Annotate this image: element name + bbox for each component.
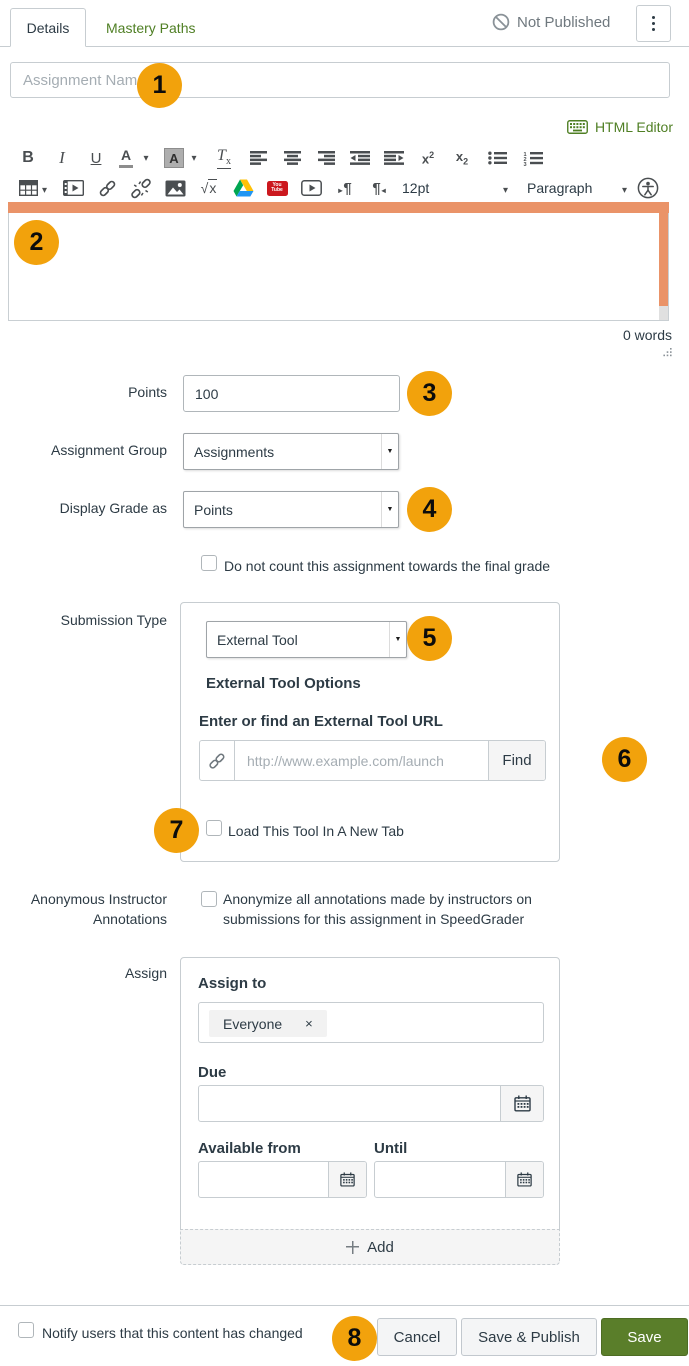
font-size-value: 12pt [402, 180, 430, 196]
indent-icon [384, 151, 404, 165]
assignment-group-label: Assignment Group [51, 442, 167, 458]
assignment-group-value: Assignments [194, 443, 275, 460]
assignment-group-select[interactable] [183, 433, 399, 470]
remove-token-button[interactable]: × [305, 1016, 313, 1031]
submission-type-select[interactable] [206, 621, 407, 658]
clear-formatting-button[interactable]: $T_x$ [207, 145, 241, 171]
external-tool-url-label: Enter or find an External Tool URL [199, 713, 443, 730]
editor-toolbar-row-1 [11, 144, 551, 172]
italic-button[interactable]: I [45, 145, 79, 171]
save-and-publish-button[interactable]: Save & Publish [461, 1318, 597, 1356]
kebab-dot [652, 16, 655, 19]
anonymous-annotations-text: Anonymize all annotations made by instructors on submissions for this assignment in SpeedGrader [223, 891, 532, 927]
dropdown-arrow-icon [381, 492, 398, 527]
callout-badge-3: 3 [407, 371, 452, 416]
media-button[interactable] [294, 175, 328, 201]
due-calendar-button[interactable] [500, 1086, 543, 1121]
editor-toolbar-row-2 [10, 174, 661, 202]
align-left-button[interactable] [241, 145, 275, 171]
html-editor-link[interactable] [567, 119, 673, 135]
calendar-icon [340, 1172, 355, 1187]
youtube-button[interactable] [260, 175, 294, 201]
accessibility-checker-button[interactable] [635, 175, 661, 201]
kebab-dot [652, 22, 655, 25]
everyone-token [209, 1010, 327, 1037]
save-button[interactable]: Save [601, 1318, 688, 1356]
text-color-button[interactable]: A [113, 145, 139, 171]
callout-badge-1: 1 [137, 63, 182, 108]
align-center-button[interactable] [275, 145, 309, 171]
editor-scrollbar-thumb[interactable] [659, 213, 668, 306]
due-heading: Due [198, 1064, 227, 1081]
editor-scrollbar[interactable] [659, 213, 668, 320]
kebab-dot [652, 28, 655, 31]
plus-icon [346, 1241, 359, 1254]
omit-final-grade-label: Do not count this assignment towards the final grade [224, 558, 551, 574]
cancel-button[interactable]: Cancel [377, 1318, 457, 1356]
available-from-calendar-button[interactable] [328, 1162, 366, 1197]
video-icon [63, 180, 84, 196]
editor-resize-handle[interactable] [660, 345, 673, 363]
assign-label: Assign [124, 965, 167, 981]
bold-button[interactable]: B [11, 145, 45, 171]
table-button[interactable] [10, 175, 56, 201]
submission-type-label: Submission Type [60, 612, 167, 628]
callout-badge-4: 4 [407, 487, 452, 532]
image-icon [165, 180, 186, 197]
calendar-icon [517, 1172, 532, 1187]
html-editor-label: HTML Editor [594, 119, 673, 135]
table-icon [19, 180, 38, 196]
rtl-direction-button[interactable]: ¶ ◂ [362, 175, 396, 201]
assignment-name-input[interactable] [10, 62, 670, 98]
superscript-button[interactable]: $x^2$ [411, 145, 445, 171]
footer-divider [0, 1305, 689, 1306]
display-grade-value: Points [194, 501, 233, 518]
until-group [374, 1161, 544, 1198]
kebab-menu-button[interactable] [636, 5, 671, 42]
callout-badge-5: 5 [407, 616, 452, 661]
underline-button[interactable]: U [79, 145, 113, 171]
callout-badge-6: 6 [602, 737, 647, 782]
paragraph-format-dropdown[interactable] [527, 175, 627, 201]
tab-details[interactable] [10, 8, 86, 47]
calendar-icon [514, 1095, 531, 1112]
accessibility-icon [637, 177, 659, 199]
keyboard-icon [567, 120, 588, 134]
anonymous-annotations-checkbox[interactable] [201, 891, 217, 907]
tab-mastery-paths[interactable] [86, 8, 215, 47]
table-caret [42, 181, 47, 196]
load-in-new-tab-checkbox[interactable] [206, 820, 222, 836]
bullet-list-button[interactable] [479, 145, 515, 171]
submission-type-panel [180, 602, 560, 862]
paragraph-format-value: Paragraph [527, 180, 593, 196]
omit-final-grade-checkbox[interactable] [201, 555, 217, 571]
media-play-icon [301, 180, 322, 196]
external-tool-options-heading: External Tool Options [206, 675, 361, 692]
points-label: Points [128, 384, 167, 400]
background-color-button[interactable]: A [161, 145, 187, 171]
circle-slash-icon [492, 13, 510, 31]
subscript-button[interactable]: $x_2$ [445, 145, 479, 171]
background-color-caret[interactable] [187, 145, 201, 171]
callout-badge-2: 2 [14, 220, 59, 265]
numbered-list-button[interactable] [515, 145, 551, 171]
add-label: Add [367, 1238, 394, 1256]
align-center-icon [284, 151, 301, 165]
link-chain-icon [200, 741, 235, 780]
add-assignment-dates-button[interactable] [180, 1229, 560, 1265]
callout-badge-7: 7 [154, 808, 199, 853]
anonymous-annotations-label: Anonymous Instructor Annotations [30, 891, 167, 927]
available-from-group [198, 1161, 367, 1198]
outdent-icon [350, 151, 370, 165]
word-count: 0 words [622, 327, 672, 343]
display-grade-select[interactable] [183, 491, 399, 528]
notify-users-label: Notify users that this content has changed [42, 1325, 303, 1341]
equation-button[interactable]: √x [192, 175, 226, 201]
numbered-list-icon [523, 151, 543, 166]
unlink-icon [130, 178, 152, 199]
rtl-arrow [381, 180, 386, 197]
rich-text-editor-body[interactable] [8, 213, 669, 321]
image-button[interactable] [158, 175, 192, 201]
notify-users-checkbox[interactable] [18, 1322, 34, 1338]
align-right-icon [318, 151, 335, 165]
points-input[interactable] [183, 375, 400, 412]
font-size-caret [503, 180, 508, 196]
submission-type-value: External Tool [217, 631, 298, 648]
svg-text:2: 2 [523, 156, 527, 163]
external-tool-url-input[interactable] [235, 741, 488, 780]
dropdown-arrow-icon [389, 622, 406, 657]
embed-video-button[interactable] [56, 175, 90, 201]
callout-badge-8: 8 [332, 1316, 377, 1361]
google-drive-button[interactable] [226, 175, 260, 201]
available-from-input[interactable] [199, 1162, 328, 1197]
youtube-icon: You Tube [267, 181, 288, 196]
resize-grip-icon [660, 348, 673, 358]
until-calendar-button[interactable] [505, 1162, 543, 1197]
font-size-dropdown[interactable] [402, 175, 508, 201]
tab-mastery-label: Mastery Paths [106, 19, 196, 36]
align-right-button[interactable] [309, 145, 343, 171]
display-grade-label: Display Grade as [59, 500, 167, 516]
assign-panel [180, 957, 560, 1265]
unlink-button[interactable] [124, 175, 158, 201]
available-from-heading: Available from [198, 1140, 301, 1157]
status-badge [492, 13, 610, 31]
editor-accent-bar [8, 202, 669, 213]
link-button[interactable] [90, 175, 124, 201]
align-left-icon [250, 151, 267, 165]
bullet-list-icon [488, 151, 507, 165]
paragraph-format-caret [622, 180, 627, 196]
assign-to-field[interactable] [198, 1002, 544, 1043]
assign-to-heading: Assign to [198, 975, 267, 992]
link-icon [97, 178, 118, 199]
dropdown-arrow-icon [381, 434, 398, 469]
editor-scrollbar-track [659, 306, 668, 320]
svg-text:3: 3 [523, 161, 527, 166]
load-in-new-tab-label: Load This Tool In A New Tab [228, 823, 404, 839]
until-input[interactable] [375, 1162, 505, 1197]
status-text: Not Published [517, 13, 611, 31]
outdent-button[interactable] [343, 145, 377, 171]
tab-details-label: Details [26, 19, 70, 36]
ltr-direction-button[interactable]: ▸ ¶ [328, 175, 362, 201]
due-date-group [198, 1085, 544, 1122]
everyone-token-label: Everyone [223, 1015, 283, 1032]
due-date-input[interactable] [199, 1086, 500, 1121]
until-heading: Until [374, 1140, 408, 1157]
external-tool-url-group [199, 740, 546, 781]
svg-text:1: 1 [523, 151, 527, 158]
indent-button[interactable] [377, 145, 411, 171]
text-color-caret[interactable] [139, 145, 153, 171]
google-drive-icon [233, 179, 254, 197]
find-tool-button[interactable]: Find [488, 741, 545, 780]
